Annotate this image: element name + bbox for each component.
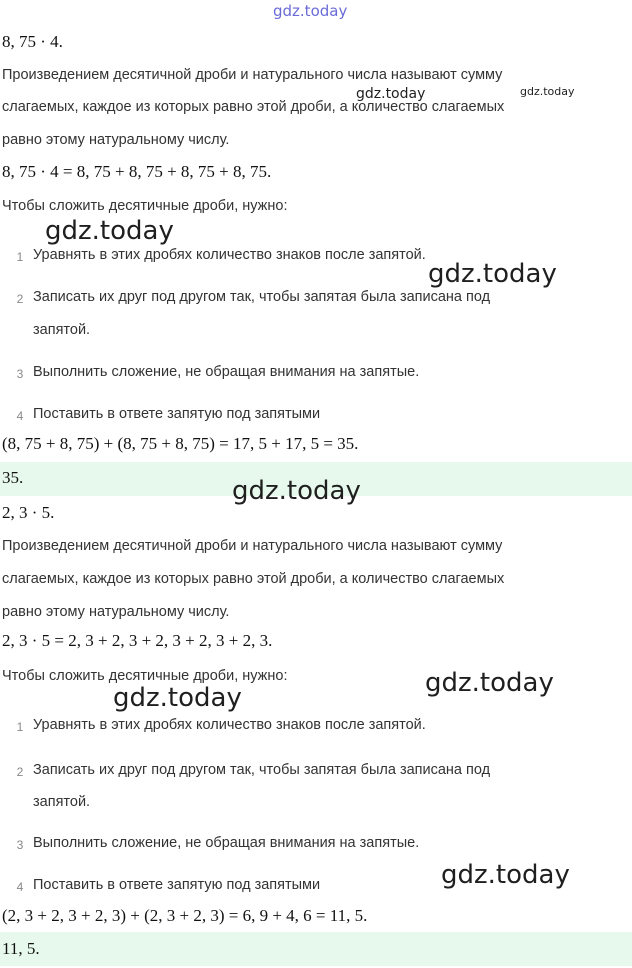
watermark-top: gdz.today	[273, 2, 348, 20]
task1-step-text-cont: запятой.	[33, 322, 91, 338]
watermark-large-6: gdz.today	[441, 860, 570, 890]
task1-computation: (8, 75 + 8, 75) + (8, 75 + 8, 75) = 17, 5 + 17, 5 = 35.	[2, 434, 359, 453]
task2-answer-box	[0, 932, 632, 966]
task1-step-number: 2	[16, 292, 24, 306]
task1-step-number: 3	[16, 367, 24, 381]
watermark-large-1: gdz.today	[45, 216, 174, 246]
task2-step-number: 4	[16, 880, 24, 894]
task1-definition-line2: слагаемых, каждое из которых равно этой дроби, а количество слагаемых	[2, 99, 505, 115]
task2-step-number: 2	[16, 765, 24, 779]
task2-definition-line3: равно этому натуральному числу.	[2, 604, 230, 620]
task2-step-number: 3	[16, 838, 24, 852]
task2-computation: (2, 3 + 2, 3 + 2, 3) + (2, 3 + 2, 3) = 6, 9 + 4, 6 = 11, 5.	[2, 906, 368, 925]
task2-expression: 2, 3 · 5.	[2, 503, 55, 522]
task2-step-number: 1	[16, 720, 24, 734]
task2-step-text: Выполнить сложение, не обращая внимания на запятые.	[33, 835, 420, 851]
task1-expression: 8, 75 · 4.	[2, 32, 63, 51]
task2-step-text-cont: запятой.	[33, 794, 91, 810]
task2-step-text: Поставить в ответе запятую под запятыми	[33, 877, 321, 893]
task1-rule-intro: Чтобы сложить десятичные дроби, нужно:	[2, 198, 288, 214]
watermark-large-3: gdz.today	[232, 476, 361, 506]
task2-rule-intro: Чтобы сложить десятичные дроби, нужно:	[2, 668, 288, 684]
task1-definition-line3: равно этому натуральному числу.	[2, 132, 230, 148]
task1-definition-line1: Произведением десятичной дроби и натурального числа называют сумму	[2, 67, 503, 83]
task1-step-text: Записать их друг под другом так, чтобы запятая была записана под	[33, 289, 491, 305]
task2-step-text: Записать их друг под другом так, чтобы запятая была записана под	[33, 762, 491, 778]
task1-sum: 8, 75 · 4 = 8, 75 + 8, 75 + 8, 75 + 8, 75.	[2, 162, 272, 181]
task2-definition-line2: слагаемых, каждое из которых равно этой дроби, а количество слагаемых	[2, 571, 505, 587]
watermark-large-5: gdz.today	[425, 668, 554, 698]
task1-step-text: Поставить в ответе запятую под запятыми	[33, 406, 321, 422]
task2-sum: 2, 3 · 5 = 2, 3 + 2, 3 + 2, 3 + 2, 3 + 2, 3.	[2, 631, 273, 650]
watermark-large-4: gdz.today	[113, 683, 242, 713]
task2-step-text: Уравнять в этих дробях количество знаков после запятой.	[33, 717, 426, 733]
task1-step-text: Уравнять в этих дробях количество знаков после запятой.	[33, 247, 426, 263]
task1-step-number: 4	[16, 409, 24, 423]
task2-answer: 11, 5.	[2, 939, 40, 958]
task2-definition-line1: Произведением десятичной дроби и натурального числа называют сумму	[2, 538, 503, 554]
watermark-large-2: gdz.today	[428, 259, 557, 289]
task1-step-text: Выполнить сложение, не обращая внимания на запятые.	[33, 364, 420, 380]
watermark-small-1: gdz.today	[356, 86, 426, 102]
watermark-small-2: gdz.today	[520, 85, 575, 98]
task1-step-number: 1	[16, 250, 24, 264]
task1-answer: 35.	[2, 468, 24, 487]
